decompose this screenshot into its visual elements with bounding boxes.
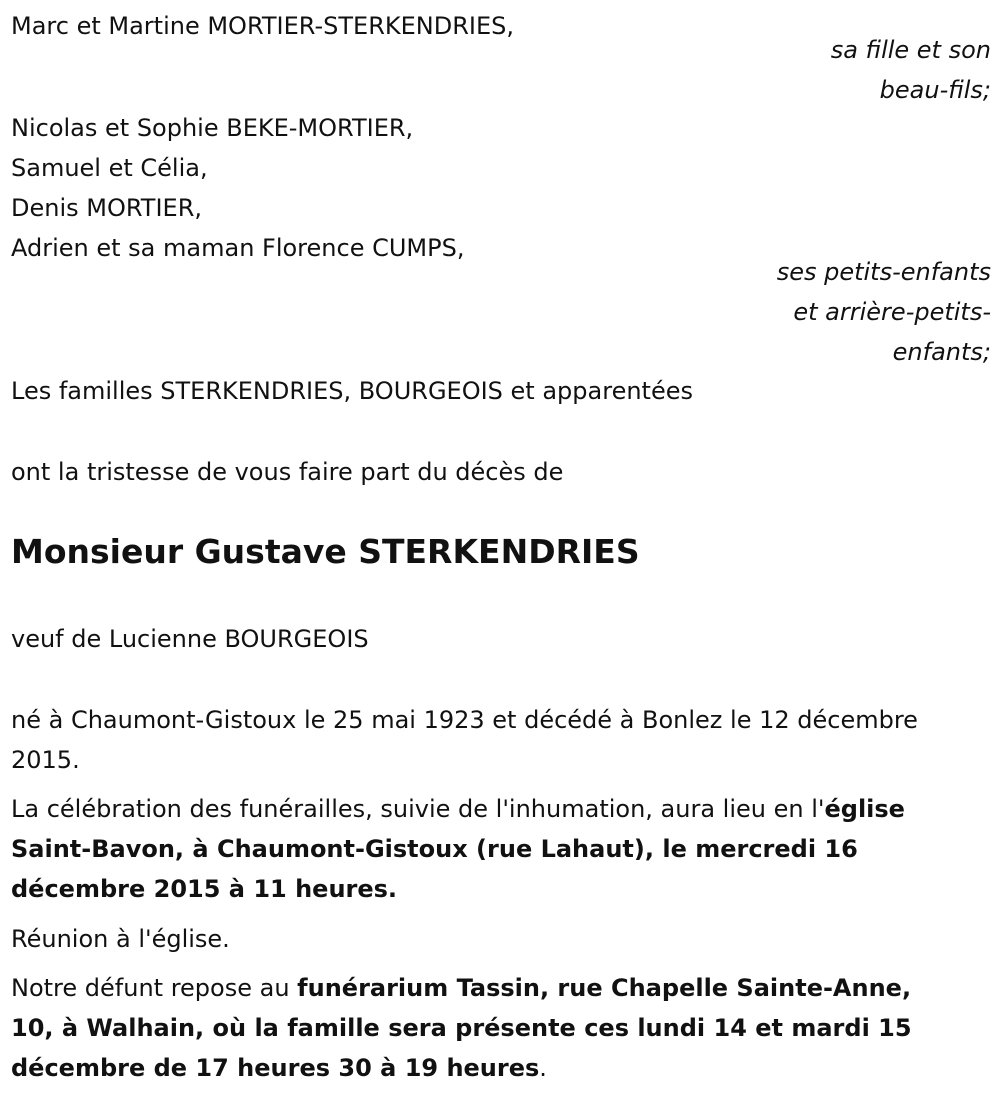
funeral-intro: La célébration des funérailles, suivie de l'inhumation, aura lieu en l' bbox=[11, 795, 825, 823]
grandchild-line: Nicolas et Sophie BEKE-MORTIER, bbox=[11, 114, 414, 142]
grandchild-line: Samuel et Célia, bbox=[11, 154, 208, 182]
funeral-details bbox=[11, 789, 991, 909]
grandchild-line: Adrien et sa maman Florence CUMPS, bbox=[11, 234, 465, 262]
repose-end: . bbox=[539, 1054, 547, 1082]
birth-death bbox=[11, 700, 991, 780]
daughter-role-line: beau-fils; bbox=[879, 76, 991, 104]
extended-families bbox=[11, 371, 991, 411]
meeting-note bbox=[11, 919, 991, 959]
visiting-hours: décembre de 17 heures 30 à 19 heures bbox=[11, 1054, 540, 1082]
repose-line bbox=[11, 1048, 991, 1088]
announcement-line: ont la tristesse de vous faire part du décès de bbox=[11, 458, 564, 486]
repose-details bbox=[11, 968, 991, 1088]
deceased-name: Monsieur Gustave STERKENDRIES bbox=[11, 532, 640, 571]
repose-intro: Notre défunt repose au bbox=[11, 974, 298, 1002]
birth-death-line: 2015. bbox=[11, 746, 80, 774]
widower-line: veuf de Lucienne BOURGEOIS bbox=[11, 625, 369, 653]
repose-line bbox=[11, 1008, 991, 1048]
funeral-line bbox=[11, 829, 991, 869]
daughter-role-line: sa fille et son bbox=[830, 36, 991, 64]
repose-line bbox=[11, 968, 991, 1008]
grandchildren-role bbox=[777, 252, 991, 372]
grandchildren-list bbox=[11, 108, 991, 268]
grandchildren-role-line: ses petits-enfants bbox=[776, 258, 991, 286]
meeting-line: Réunion à l'église. bbox=[11, 925, 230, 953]
church-name: église bbox=[824, 795, 905, 823]
announcement bbox=[11, 452, 991, 492]
grandchild-line: Denis MORTIER, bbox=[11, 194, 202, 222]
church-location: Saint-Bavon, à Chaumont-Gistoux (rue Lahaut), le mercredi 16 bbox=[11, 835, 858, 863]
grandchildren-role-line: enfants; bbox=[892, 338, 991, 366]
widower-note bbox=[11, 619, 991, 659]
funeral-home-address: 10, à Walhain, où la famille sera présente ces lundi 14 et mardi 15 bbox=[11, 1014, 912, 1042]
funeral-date: décembre 2015 à 11 heures. bbox=[11, 875, 398, 903]
families-line: Les familles STERKENDRIES, BOURGEOIS et apparentées bbox=[11, 377, 693, 405]
grandchildren-role-line: et arrière-petits- bbox=[793, 298, 991, 326]
daughter-role bbox=[831, 30, 991, 110]
daughter-couple: Marc et Martine MORTIER-STERKENDRIES, bbox=[11, 12, 514, 40]
funeral-line bbox=[11, 789, 991, 829]
birth-death-line: né à Chaumont-Gistoux le 25 mai 1923 et décédé à Bonlez le 12 décembre bbox=[11, 706, 918, 734]
funeral-line bbox=[11, 869, 991, 909]
funeral-home: funérarium Tassin, rue Chapelle Sainte-Anne, bbox=[297, 974, 912, 1002]
